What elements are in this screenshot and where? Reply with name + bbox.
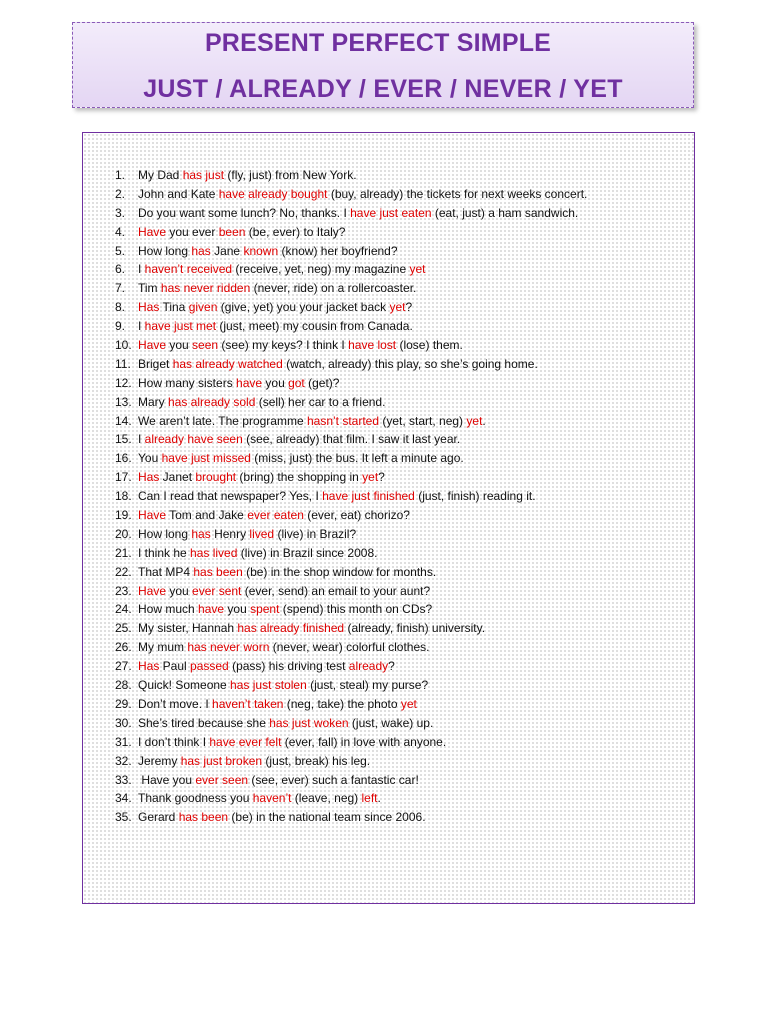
sentence-text: you <box>262 375 289 390</box>
item-number: 29. <box>115 696 132 711</box>
item-number: 4. <box>115 224 126 239</box>
exercise-item <box>115 506 587 525</box>
answer-text: left <box>361 791 378 806</box>
exercise-item <box>115 733 587 752</box>
sentence-text: (see) my keys? I think I <box>218 338 349 353</box>
sentence-text: . <box>482 413 486 428</box>
answer-text: yet <box>400 696 417 711</box>
exercise-item <box>115 582 587 601</box>
item-number: 16. <box>115 451 132 466</box>
sentence-text: I <box>138 262 145 277</box>
sentence-text: (spend) this month on CDs? <box>279 602 433 617</box>
answer-text: Have <box>138 338 167 353</box>
item-number: 24. <box>115 602 132 617</box>
exercise-item <box>115 260 587 279</box>
answer-text: Has <box>138 659 160 674</box>
sentence-text: I think he <box>138 545 191 560</box>
exercise-item <box>115 619 587 638</box>
sentence-text: . <box>377 791 381 806</box>
exercise-item <box>115 166 587 185</box>
answer-text: Has <box>138 470 160 485</box>
sentence-text: (just, steal) my purse? <box>306 678 429 693</box>
answer-text: Have <box>138 224 167 239</box>
sentence-text: you <box>166 338 193 353</box>
item-number: 30. <box>115 715 132 730</box>
item-number: 19. <box>115 508 132 523</box>
sentence-text: (already, finish) university. <box>344 621 486 636</box>
sentence-text: John and Kate <box>138 186 219 201</box>
sentence-text: Paul <box>159 659 191 674</box>
sentence-text: Tom and Jake <box>166 508 248 523</box>
item-number: 20. <box>115 526 132 541</box>
answer-text: have ever felt <box>209 734 282 749</box>
sentence-text: (watch, already) this play, so she’s going home. <box>282 356 538 371</box>
answer-text: ever seen <box>195 772 249 787</box>
answer-text: haven’t received <box>144 262 233 277</box>
answer-text: haven’t taken <box>212 696 284 711</box>
exercise-item <box>115 185 587 204</box>
answer-text: have just met <box>144 319 217 334</box>
title-banner <box>72 22 694 108</box>
exercise-item <box>115 695 587 714</box>
sentence-text: ? <box>388 659 395 674</box>
answer-text: have lost <box>348 338 397 353</box>
sentence-text: (be) in the national team since 2006. <box>228 810 426 825</box>
exercise-item <box>115 336 587 355</box>
exercise-item <box>115 600 587 619</box>
sentence-text: (ever, fall) in love with anyone. <box>281 734 447 749</box>
item-number: 12. <box>115 375 132 390</box>
item-number: 2. <box>115 186 126 201</box>
sentence-text: That MP4 <box>138 564 194 579</box>
answer-text: has just broken <box>180 753 263 768</box>
item-number: 14. <box>115 413 132 428</box>
item-number: 6. <box>115 262 126 277</box>
sentence-text: You <box>138 451 162 466</box>
answer-text: has never worn <box>187 640 270 655</box>
sentence-text: (ever, send) an email to your aunt? <box>241 583 431 598</box>
answer-text: been <box>218 224 246 239</box>
answer-text: has just woken <box>269 715 349 730</box>
sentence-text: How many sisters <box>138 375 237 390</box>
answer-text: has already finished <box>237 621 345 636</box>
sentence-text: (receive, yet, neg) my magazine <box>232 262 410 277</box>
sentence-text: (be) in the shop window for months. <box>242 564 437 579</box>
exercise-panel <box>82 132 695 904</box>
answer-text: yet <box>409 262 426 277</box>
sentence-text: Tim <box>138 281 161 296</box>
answer-text: have just finished <box>322 489 415 504</box>
sentence-text: I <box>138 319 145 334</box>
exercise-item <box>115 412 587 431</box>
answer-text: yet <box>389 300 406 315</box>
item-number: 35. <box>115 810 132 825</box>
item-number: 13. <box>115 394 132 409</box>
answer-text: has been <box>178 810 229 825</box>
item-number: 23. <box>115 583 132 598</box>
exercise-item <box>115 771 587 790</box>
exercise-item <box>115 430 587 449</box>
answer-text: has already watched <box>172 356 283 371</box>
sentence-text: Jane <box>210 243 244 258</box>
sentence-text: (just, break) his leg. <box>262 753 371 768</box>
item-number: 15. <box>115 432 132 447</box>
item-number: 17. <box>115 470 132 485</box>
exercise-item <box>115 449 587 468</box>
sentence-text: you ever <box>166 224 219 239</box>
item-number: 1. <box>115 168 126 182</box>
item-number: 5. <box>115 243 126 258</box>
sentence-text: My sister, Hannah <box>138 621 238 636</box>
sentence-text: (see, already) that film. I saw it last year. <box>242 432 461 447</box>
sentence-text: Gerard <box>138 810 179 825</box>
sentence-text: (sell) her car to a friend. <box>255 394 386 409</box>
sentence-text: you <box>224 602 251 617</box>
item-number: 27. <box>115 659 132 674</box>
answer-text: have <box>198 602 225 617</box>
exercise-item <box>115 657 587 676</box>
answer-text: passed <box>190 659 229 674</box>
answer-text: ever sent <box>192 583 242 598</box>
exercise-item <box>115 317 587 336</box>
sentence-text: Do you want some lunch? No, thanks. I <box>138 205 351 220</box>
exercise-item <box>115 204 587 223</box>
exercise-item <box>115 676 587 695</box>
answer-text: known <box>243 243 279 258</box>
sentence-text: We aren’t late. The programme <box>138 413 307 428</box>
sentence-text: Quick! Someone <box>138 678 231 693</box>
sentence-text: (lose) them. <box>396 338 463 353</box>
sentence-text: (ever, eat) chorizo? <box>303 508 410 523</box>
sentence-text: (yet, start, neg) <box>379 413 467 428</box>
answer-text: has <box>191 526 211 541</box>
item-number: 11. <box>115 356 131 371</box>
sentence-text: My Dad <box>138 168 183 182</box>
item-number: 32. <box>115 753 132 768</box>
sentence-text: How long <box>138 526 192 541</box>
sentence-text: Tina <box>159 300 189 315</box>
sentence-text: (neg, take) the photo <box>283 696 401 711</box>
item-number: 28. <box>115 678 132 693</box>
sentence-text: you <box>166 583 193 598</box>
sentence-text: Henry <box>210 526 250 541</box>
item-number: 10. <box>115 338 132 353</box>
answer-text: ever eaten <box>247 508 304 523</box>
exercise-item <box>115 752 587 771</box>
exercise-list <box>115 166 587 827</box>
exercise-item <box>115 563 587 582</box>
exercise-item <box>115 714 587 733</box>
exercise-item <box>115 279 587 298</box>
answer-text: has never ridden <box>160 281 251 296</box>
exercise-item <box>115 374 587 393</box>
answer-text: Have <box>138 508 167 523</box>
exercise-item <box>115 223 587 242</box>
answer-text: already have seen <box>144 432 243 447</box>
sentence-text: (leave, neg) <box>291 791 362 806</box>
answer-text: Have <box>138 583 167 598</box>
item-number: 7. <box>115 281 126 296</box>
sentence-text: (see, ever) such a fantastic car! <box>248 772 419 787</box>
answer-text: haven’t <box>252 791 292 806</box>
answer-text: yet <box>466 413 483 428</box>
exercise-item <box>115 468 587 487</box>
sentence-text: (get)? <box>304 375 340 390</box>
sentence-text: (bring) the shopping in <box>236 470 363 485</box>
answer-text: seen <box>192 338 219 353</box>
sentence-text: (never, wear) colorful clothes. <box>269 640 430 655</box>
answer-text: lived <box>249 526 275 541</box>
exercise-item <box>115 525 587 544</box>
answer-text: got <box>288 375 305 390</box>
answer-text: hasn’t started <box>306 413 380 428</box>
answer-text: has lived <box>190 545 238 560</box>
exercise-item <box>115 808 587 827</box>
sentence-text: (just, wake) up. <box>348 715 434 730</box>
sentence-text: I don’t think I <box>138 734 210 749</box>
sentence-text: She’s tired because she <box>138 715 270 730</box>
item-number: 34. <box>115 791 132 806</box>
exercise-item <box>115 487 587 506</box>
item-number: 22. <box>115 564 132 579</box>
answer-text: have already bought <box>218 186 328 201</box>
sentence-text: (buy, already) the tickets for next weeks concert. <box>327 186 588 201</box>
answer-text: has just stolen <box>230 678 307 693</box>
sentence-text: Briget <box>138 356 173 371</box>
sentence-text: Have you <box>138 772 196 787</box>
item-number: 8. <box>115 300 126 315</box>
sentence-text: ? <box>405 300 413 315</box>
sentence-text: (never, ride) on a rollercoaster. <box>250 281 417 296</box>
sentence-text: (live) in Brazil since 2008. <box>237 545 378 560</box>
exercise-item <box>115 355 587 374</box>
sentence-text: How much <box>138 602 199 617</box>
sentence-text: Don’t move. I <box>138 696 213 711</box>
answer-text: have just missed <box>161 451 251 466</box>
answer-text: has just <box>182 168 225 182</box>
sentence-text: (know) her boyfriend? <box>278 243 398 258</box>
sentence-text: I <box>138 432 145 447</box>
sentence-text: (pass) his driving test <box>228 659 349 674</box>
item-number: 33. <box>115 772 132 787</box>
sentence-text: (live) in Brazil? <box>274 526 357 541</box>
sentence-text: Can I read that newspaper? Yes, I <box>138 489 323 504</box>
sentence-text: Mary <box>138 394 168 409</box>
answer-text: has been <box>193 564 243 579</box>
answer-text: given <box>188 300 218 315</box>
exercise-item <box>115 393 587 412</box>
answer-text: has already sold <box>168 394 256 409</box>
answer-text: yet <box>362 470 379 485</box>
sentence-text: (just, finish) reading it. <box>414 489 536 504</box>
exercise-item <box>115 298 587 317</box>
sentence-text: Thank goodness you <box>138 791 253 806</box>
answer-text: have just eaten <box>350 205 432 220</box>
exercise-item <box>115 789 587 808</box>
item-number: 26. <box>115 640 132 655</box>
item-number: 25. <box>115 621 132 636</box>
sentence-text: (give, yet) you your jacket back <box>217 300 390 315</box>
sentence-text: My mum <box>138 640 188 655</box>
sentence-text: Jeremy <box>138 753 181 768</box>
exercise-item <box>115 638 587 657</box>
answer-text: have <box>236 375 263 390</box>
item-number: 3. <box>115 205 126 220</box>
exercise-item <box>115 544 587 563</box>
sentence-text: ? <box>378 470 385 485</box>
item-number: 9. <box>115 319 126 334</box>
answer-text: Has <box>138 300 160 315</box>
exercise-item <box>115 242 587 261</box>
answer-text: already <box>348 659 389 674</box>
answer-text: has <box>191 243 211 258</box>
sentence-text: How long <box>138 243 192 258</box>
item-number: 18. <box>115 489 132 504</box>
sentence-text: (miss, just) the bus. It left a minute ago. <box>250 451 464 466</box>
sentence-text: (just, meet) my cousin from Canada. <box>216 319 413 334</box>
answer-text: spent <box>250 602 280 617</box>
sentence-text: (eat, just) a ham sandwich. <box>431 205 579 220</box>
sentence-text: (fly, just) from New York. <box>224 168 357 182</box>
item-number: 31. <box>115 734 132 749</box>
sentence-text: (be, ever) to Italy? <box>245 224 346 239</box>
page-subtitle: JUST / ALREADY / EVER / NEVER / YET <box>143 75 623 103</box>
answer-text: brought <box>195 470 237 485</box>
page-title: PRESENT PERFECT SIMPLE <box>204 29 552 57</box>
sentence-text: Janet <box>159 470 196 485</box>
item-number: 21. <box>115 545 132 560</box>
